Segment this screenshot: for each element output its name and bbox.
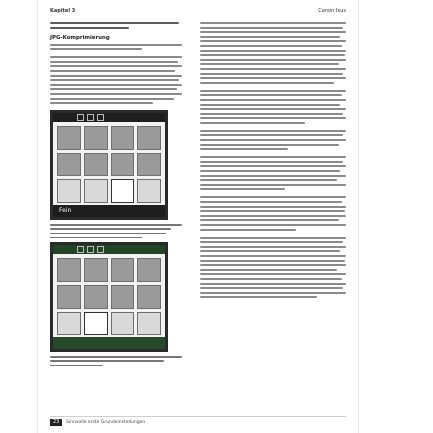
right-paragraph-2 [200,90,346,124]
section-paragraph-2 [50,56,182,104]
thumbnail-grid [57,258,161,335]
page-header [50,8,346,18]
screen-top-bar [53,245,165,254]
right-paragraph-4 [200,156,346,190]
section-title: JPG-Komprimierung [50,34,110,41]
left-column [50,22,182,370]
caption-2 [50,356,182,366]
camera-screen-2 [50,242,168,352]
screen-top-bar [53,113,165,122]
page-footer [50,416,346,427]
section-paragraph-1 [50,44,182,51]
footer-text: Sinnvolle erste Grundeinstellungen [66,420,146,425]
thumbnail-grid [57,126,161,203]
right-paragraph-1 [200,22,346,84]
chapter-label: Kapitel 3 [50,8,76,14]
camera-screen-1 [50,110,168,220]
right-paragraph-5 [200,196,346,230]
caption-1 [50,224,182,238]
quality-label: Fein [59,207,72,215]
header-right-label: Canon Ixus [318,8,346,14]
page-number: 23 [50,419,62,426]
screen-footer [53,337,165,349]
right-paragraph-6 [200,237,346,299]
right-column [200,22,346,304]
intro-text [50,22,182,29]
right-paragraph-3 [200,130,346,150]
screen-footer [53,205,165,217]
document-page [38,0,358,433]
